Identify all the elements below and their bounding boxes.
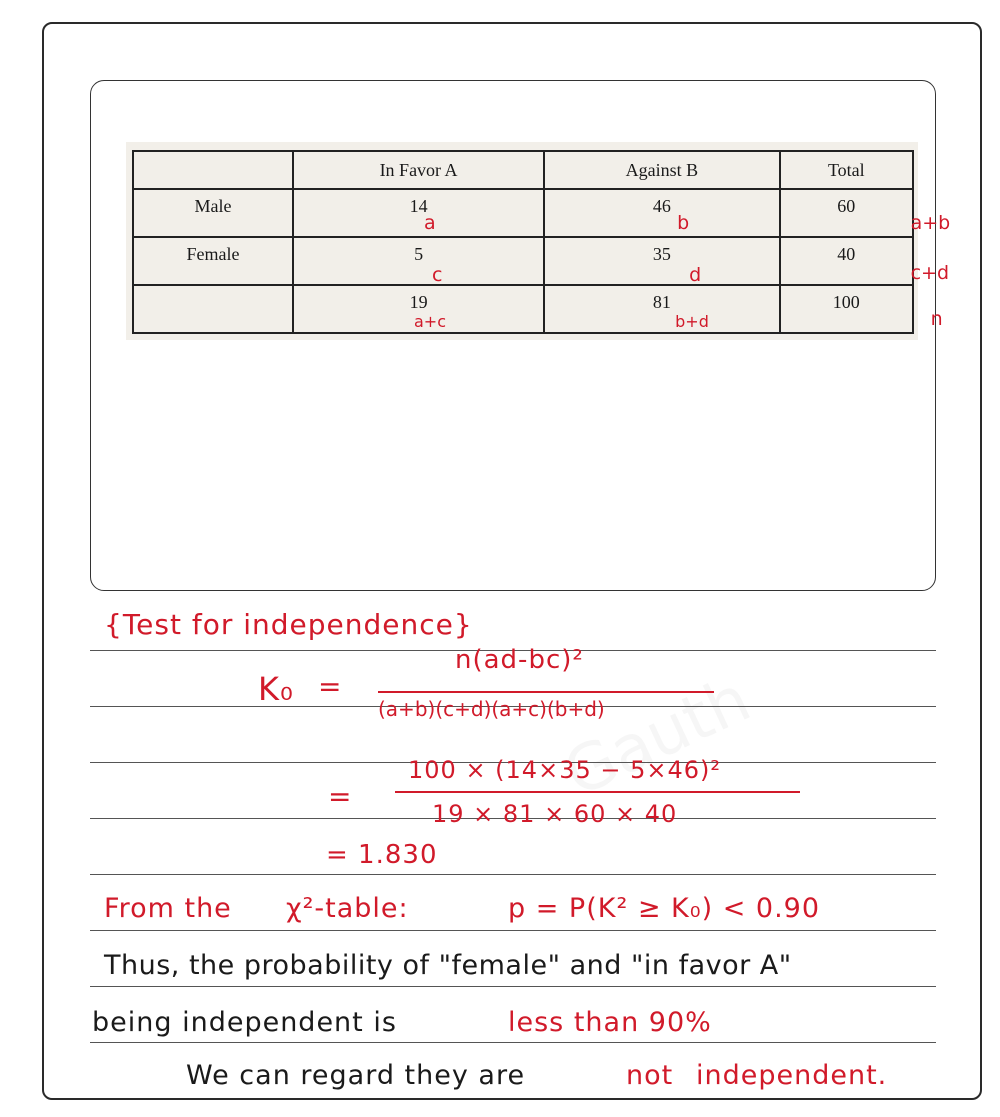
conclusion-line-1: Thus, the probability of "female" and "in favor A" <box>104 950 792 981</box>
cell-value: 14 <box>409 196 428 216</box>
not-word: not <box>626 1060 674 1091</box>
cell-tag: a <box>424 212 436 234</box>
chi-square-table-label: χ²-table: <box>286 893 409 924</box>
from-table-text: From the <box>104 893 232 924</box>
table-row <box>133 189 913 237</box>
fraction-bar <box>378 691 714 693</box>
ruled-line <box>90 930 936 931</box>
equals-sign: = <box>328 780 353 813</box>
table-cell <box>293 189 544 237</box>
fraction-bar <box>395 791 800 793</box>
table-cell <box>780 237 950 285</box>
table-row <box>133 237 913 285</box>
cell-tag: c <box>432 264 443 286</box>
conclusion-line-3-prefix: We can regard they are <box>186 1060 526 1091</box>
ruled-line <box>90 986 936 987</box>
table-cell <box>544 189 779 237</box>
formula-denominator: (a+b)(c+d)(a+c)(b+d) <box>378 697 605 721</box>
ruled-line <box>90 1042 936 1043</box>
less-than-90: less than 90% <box>508 1007 712 1038</box>
cell-tag: a+b <box>910 212 951 234</box>
independent-word: independent. <box>696 1060 888 1091</box>
result-value: = 1.830 <box>326 840 438 870</box>
table-cell <box>780 285 943 333</box>
row-label <box>133 285 293 333</box>
cell-tag: a+c <box>414 312 447 331</box>
cell-value: 60 <box>837 196 856 216</box>
cell-value: 81 <box>652 292 671 312</box>
substitution-numerator: 100 × (14×35 − 5×46)² <box>408 756 721 784</box>
table-header-row <box>133 151 913 189</box>
cell-value: 19 <box>409 292 428 312</box>
header-in-favor: In Favor A <box>293 151 544 189</box>
cell-value: 40 <box>837 244 856 264</box>
cell-tag: d <box>689 264 702 286</box>
formula-numerator: n(ad-bc)² <box>455 645 584 675</box>
table-cell <box>780 189 951 237</box>
cell-tag: c+d <box>910 262 950 284</box>
cell-tag: n <box>930 308 943 330</box>
cell-tag: b+d <box>675 312 709 331</box>
contingency-table <box>132 150 951 334</box>
solution-heading: {Test for independence} <box>104 608 473 641</box>
cell-value: 100 <box>832 292 860 312</box>
row-label: Female <box>133 237 293 285</box>
cell-value: 35 <box>652 244 671 264</box>
k-symbol: K₀ <box>258 670 294 708</box>
table-row <box>133 285 913 333</box>
header-against: Against B <box>544 151 779 189</box>
conclusion-line-2-prefix: being independent is <box>92 1007 397 1038</box>
table-cell <box>293 237 544 285</box>
ruled-line <box>90 874 936 875</box>
probability-statement: p = P(K² ≥ K₀) < 0.90 <box>508 893 821 924</box>
table-cell <box>293 285 544 333</box>
substitution-denominator: 19 × 81 × 60 × 40 <box>432 800 678 828</box>
header-empty <box>133 151 293 189</box>
cell-value: 5 <box>414 244 424 264</box>
table-cell <box>544 237 779 285</box>
row-label: Male <box>133 189 293 237</box>
cell-tag: b <box>677 212 690 234</box>
table-cell <box>544 285 779 333</box>
question-table-photo <box>126 142 951 340</box>
equals-sign: = <box>318 670 343 703</box>
header-total: Total <box>780 151 913 189</box>
cell-value: 46 <box>652 196 671 216</box>
